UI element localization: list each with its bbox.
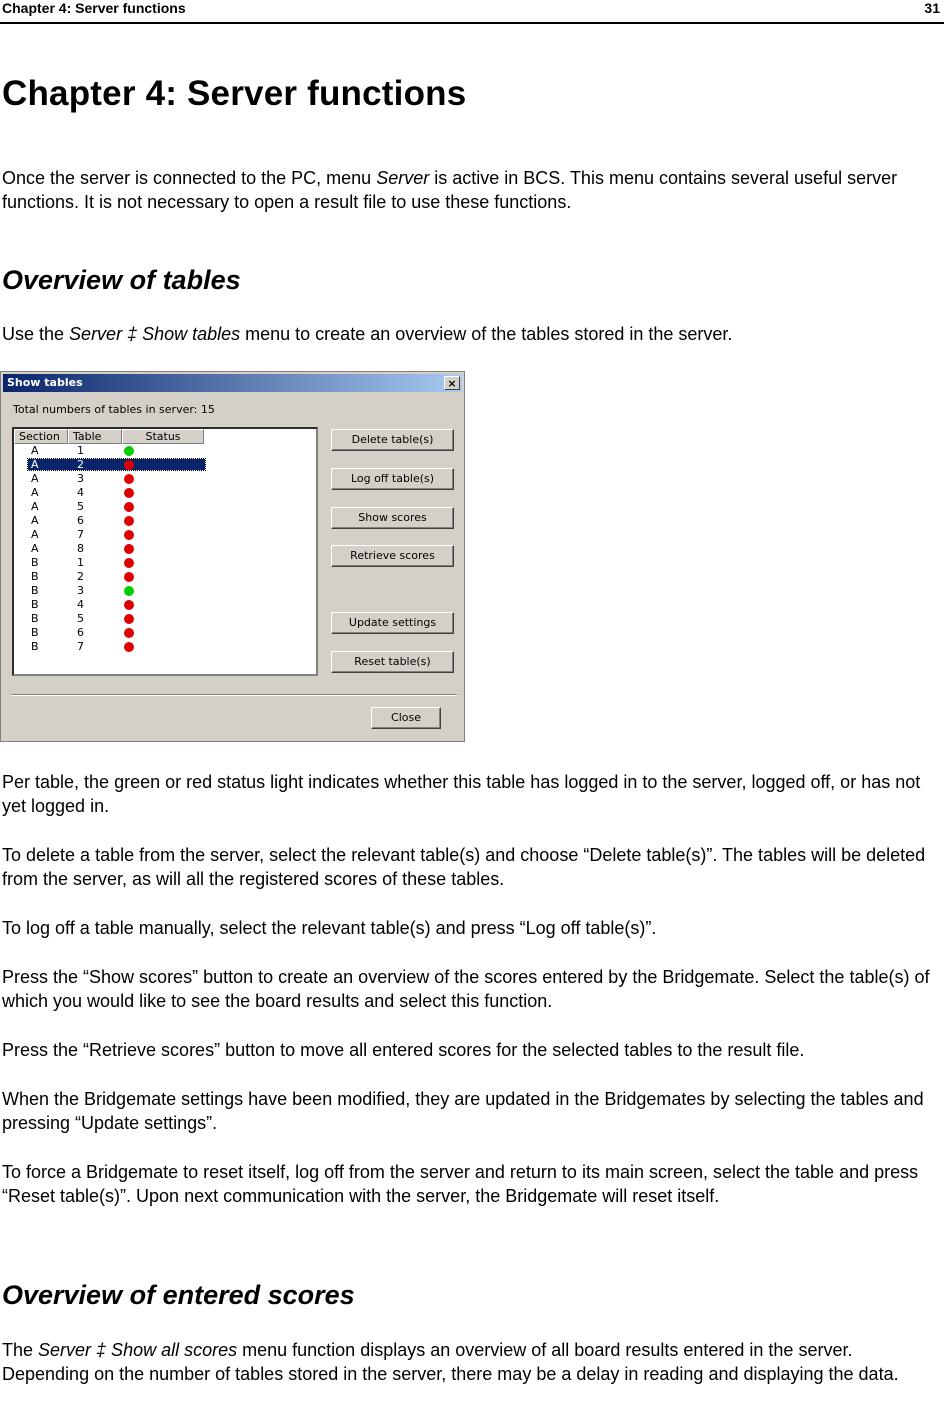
update-settings-button[interactable]: Update settings: [331, 612, 454, 634]
section-heading-scores: Overview of entered scores: [2, 1280, 355, 1310]
show-tables-text-1: Use the: [2, 324, 70, 344]
row-section: B: [31, 598, 39, 611]
status-light-icon: [124, 460, 134, 470]
table-row[interactable]: [14, 598, 314, 612]
row-section: B: [31, 570, 39, 583]
row-table-number: 2: [77, 458, 84, 471]
row-section: B: [31, 640, 39, 653]
row-section: A: [31, 472, 39, 485]
row-section: B: [31, 626, 39, 639]
show-all-scores-menu-path: Server ‡ Show all scores: [38, 1340, 238, 1360]
show-tables-paragraph: [2, 322, 942, 346]
show-tables-text-2: menu to create an overview of the tables stored in the server.: [240, 324, 733, 344]
status-light-icon: [124, 628, 134, 638]
log-off-tables-button[interactable]: Log off table(s): [331, 468, 454, 490]
table-row[interactable]: [14, 584, 314, 598]
table-row[interactable]: [14, 556, 314, 570]
status-light-icon: [124, 474, 134, 484]
column-header-section[interactable]: Section: [14, 429, 68, 444]
row-section: A: [31, 444, 39, 457]
column-header-status[interactable]: Status: [122, 429, 204, 444]
row-table-number: 3: [77, 584, 84, 597]
row-table-number: 7: [77, 640, 84, 653]
row-table-number: 7: [77, 528, 84, 541]
table-row[interactable]: [14, 444, 314, 458]
reset-tables-button[interactable]: Reset table(s): [331, 651, 454, 673]
tables-listbox[interactable]: [12, 427, 318, 676]
status-light-icon: [124, 530, 134, 540]
row-table-number: 6: [77, 514, 84, 527]
row-section: A: [31, 486, 39, 499]
status-light-icon: [124, 446, 134, 456]
show-all-scores-paragraph: [2, 1338, 942, 1386]
show-scores-button[interactable]: Show scores: [331, 507, 454, 529]
status-light-icon: [124, 572, 134, 582]
row-table-number: 4: [77, 486, 84, 499]
show-tables-menu-path: Server ‡ Show tables: [69, 324, 241, 344]
intro-text-2: is active in BCS. This menu contains several useful server functions. It is not necessary to open a result file to use these functions.: [2, 168, 898, 212]
close-icon[interactable]: ×: [444, 376, 460, 390]
table-row[interactable]: [14, 640, 314, 654]
dialog-separator: [11, 694, 457, 696]
status-light-icon: [124, 502, 134, 512]
table-row[interactable]: [14, 528, 314, 542]
row-table-number: 8: [77, 542, 84, 555]
log-off-paragraph: To log off a table manually, select the relevant table(s) and press “Log off table(s)”.: [2, 918, 657, 938]
retrieve-scores-paragraph: Press the “Retrieve scores” button to move all entered scores for the selected tables to the result file.: [2, 1040, 805, 1060]
table-row[interactable]: [14, 486, 314, 500]
reset-paragraph: To force a Bridgemate to reset itself, log off from the server and return to its main screen, select the table and press “Reset table(s)”. Upon next communication with the server, the Bridgemate will reset itself.: [2, 1162, 919, 1206]
table-row[interactable]: [14, 570, 314, 584]
intro-menu-name: Server: [376, 168, 430, 188]
running-header-title: Chapter 4: Server functions: [2, 0, 186, 16]
status-light-paragraph: Per table, the green or red status light indicates whether this table has logged in to the server, logged off, or has not yet logged in.: [2, 772, 921, 816]
status-light-icon: [124, 558, 134, 568]
table-row[interactable]: [14, 626, 314, 640]
table-row[interactable]: [14, 542, 314, 556]
status-light-icon: [124, 516, 134, 526]
row-section: B: [31, 612, 39, 625]
row-table-number: 1: [77, 444, 84, 457]
retrieve-scores-button[interactable]: Retrieve scores: [331, 545, 454, 567]
intro-paragraph: [2, 166, 942, 214]
row-section: A: [31, 500, 39, 513]
chapter-title: Chapter 4: Server functions: [2, 74, 467, 113]
show-all-scores-text-2: menu function displays an overview of all board results entered in the server. Depending on the number of tables stored in the server, there may be a delay in reading and displaying the data.: [2, 1340, 899, 1384]
page-number: 31: [924, 0, 940, 16]
table-row[interactable]: [14, 514, 314, 528]
status-light-icon: [124, 544, 134, 554]
table-row[interactable]: [14, 472, 314, 486]
show-all-scores-text-1: The: [2, 1340, 39, 1360]
page-header: [0, 0, 944, 24]
table-row[interactable]: [14, 500, 314, 514]
status-light-icon: [124, 600, 134, 610]
row-section: A: [31, 514, 39, 527]
row-section: A: [31, 528, 39, 541]
intro-text-1: Once the server is connected to the PC, menu: [2, 168, 377, 188]
status-light-icon: [124, 586, 134, 596]
row-section: B: [31, 584, 39, 597]
row-section: A: [31, 458, 39, 471]
row-table-number: 4: [77, 598, 84, 611]
row-table-number: 2: [77, 570, 84, 583]
selection-highlight: [28, 459, 205, 470]
status-light-icon: [124, 488, 134, 498]
delete-paragraph: To delete a table from the server, select the relevant table(s) and choose “Delete table(s)”. The tables will be deleted from the server, as will all the registered scores of these tables.: [2, 845, 926, 889]
column-header-table[interactable]: Table: [68, 429, 122, 444]
dialog-titlebar: [3, 374, 462, 392]
row-table-number: 5: [77, 612, 84, 625]
row-table-number: 5: [77, 500, 84, 513]
table-row[interactable]: [14, 612, 314, 626]
show-scores-paragraph: Press the “Show scores” button to create an overview of the scores entered by the Bridgemate. Select the table(s) of which you would like to see the board results and select this function.: [2, 967, 930, 1011]
row-table-number: 1: [77, 556, 84, 569]
show-tables-dialog: [0, 371, 465, 742]
update-settings-paragraph: When the Bridgemate settings have been modified, they are updated in the Bridgemates by selecting the tables and pressing “Update settings”.: [2, 1089, 924, 1133]
row-section: A: [31, 542, 39, 555]
status-light-icon: [124, 642, 134, 652]
total-tables-label: Total numbers of tables in server: 15: [13, 403, 215, 416]
row-section: B: [31, 556, 39, 569]
section-heading-tables: Overview of tables: [2, 265, 241, 295]
table-row[interactable]: [14, 458, 314, 472]
delete-tables-button[interactable]: Delete table(s): [331, 429, 454, 451]
close-button[interactable]: Close: [371, 707, 441, 729]
row-table-number: 3: [77, 472, 84, 485]
row-table-number: 6: [77, 626, 84, 639]
dialog-title: Show tables: [7, 376, 83, 389]
status-light-icon: [124, 614, 134, 624]
